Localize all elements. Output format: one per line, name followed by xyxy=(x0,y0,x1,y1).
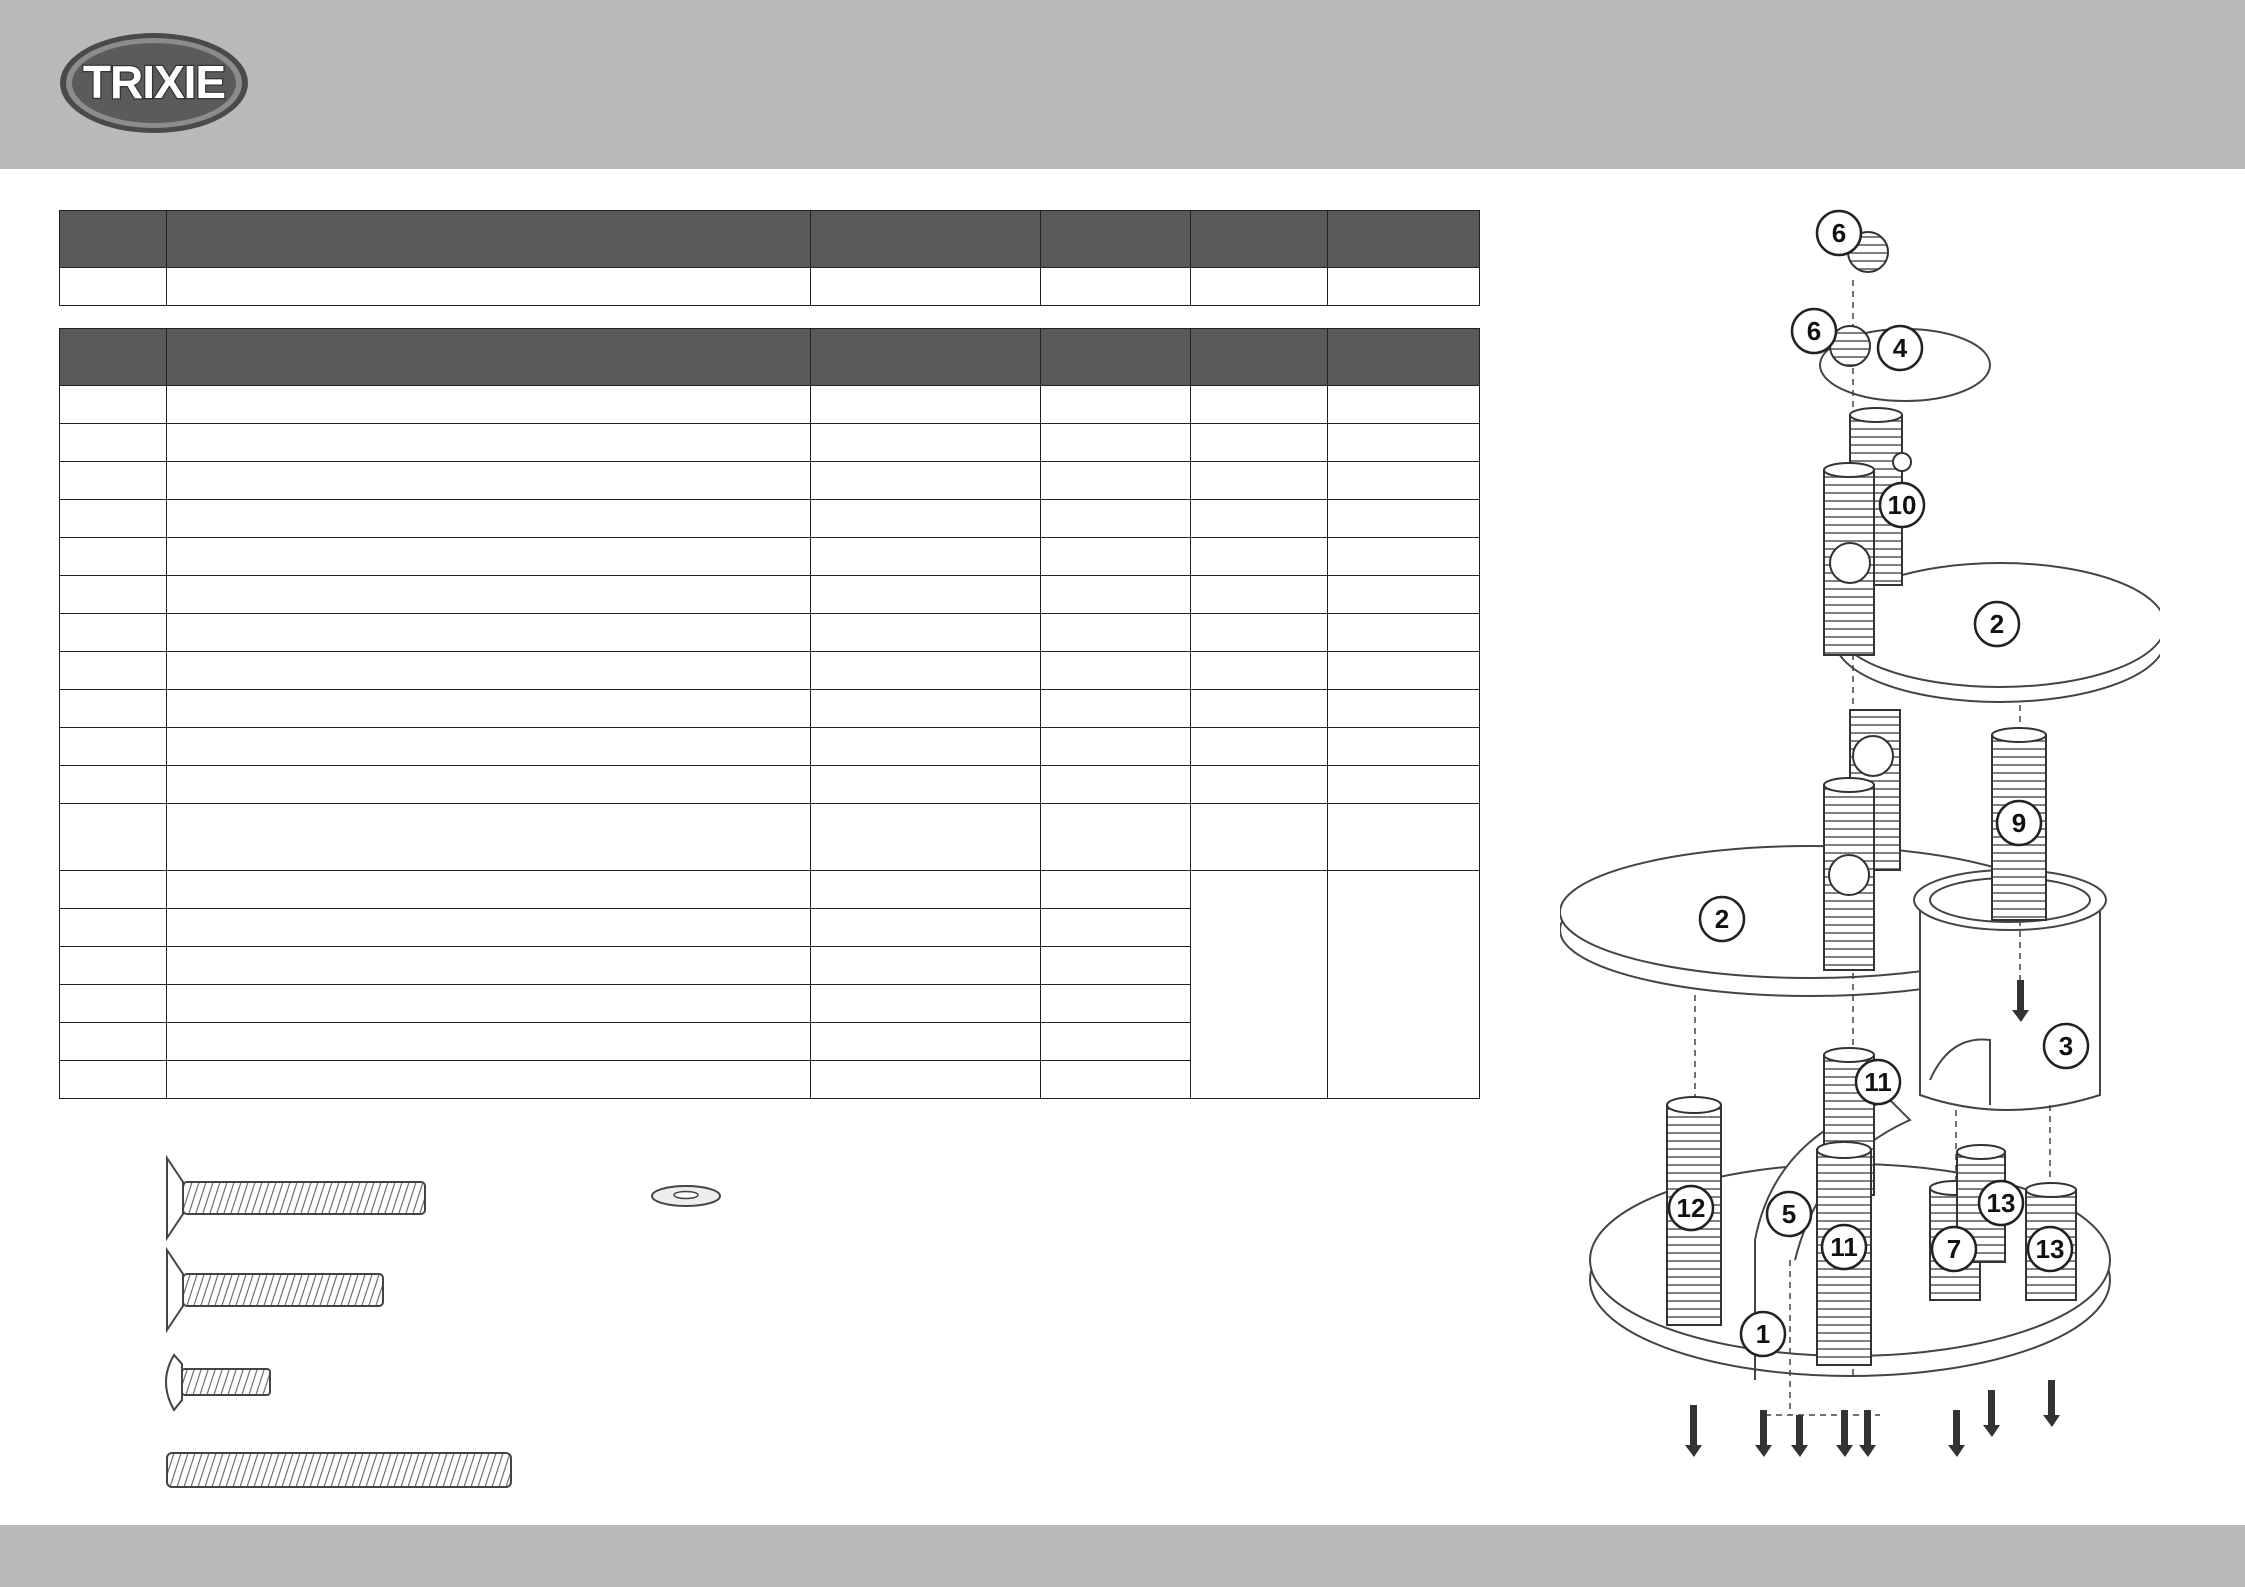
svg-text:1: 1 xyxy=(1755,1319,1771,1349)
table-row xyxy=(60,728,1480,766)
table-row xyxy=(60,268,1480,306)
svg-text:6: 6 xyxy=(1806,316,1822,346)
table-row xyxy=(60,576,1480,614)
summary-table xyxy=(59,210,1480,306)
trixie-logo xyxy=(56,30,252,136)
svg-text:3: 3 xyxy=(2058,1031,2074,1061)
svg-text:4: 4 xyxy=(1892,333,1908,363)
table-row xyxy=(60,538,1480,576)
countersunk-screw-medium-icon xyxy=(167,1250,383,1330)
svg-text:2: 2 xyxy=(1714,904,1730,934)
svg-text:6: 6 xyxy=(1831,218,1847,248)
table-row xyxy=(60,614,1480,652)
washer-icon xyxy=(652,1186,720,1206)
footer-bar xyxy=(0,1525,2245,1587)
assembly-diagram xyxy=(1560,200,2160,1470)
svg-text:11: 11 xyxy=(1830,1232,1858,1262)
header-bar xyxy=(0,0,2245,169)
svg-text:TRIXIE: TRIXIE xyxy=(82,56,226,108)
svg-text:5: 5 xyxy=(1781,1199,1797,1229)
table-row xyxy=(60,652,1480,690)
parts-table xyxy=(59,328,1480,1099)
svg-text:7: 7 xyxy=(1946,1234,1962,1264)
table-row xyxy=(60,386,1480,424)
round-head-screw-icon xyxy=(166,1355,270,1410)
svg-text:11: 11 xyxy=(1864,1067,1892,1097)
table-row xyxy=(60,804,1480,871)
hardware-illustrations xyxy=(150,1150,750,1500)
svg-text:2: 2 xyxy=(1989,609,2005,639)
countersunk-screw-long-icon xyxy=(167,1158,425,1238)
table-row xyxy=(60,500,1480,538)
table-row xyxy=(60,871,1480,909)
table-row xyxy=(60,690,1480,728)
threaded-rod-icon xyxy=(167,1453,511,1487)
svg-text:9: 9 xyxy=(2011,808,2027,838)
svg-text:13: 13 xyxy=(1986,1188,2016,1218)
svg-text:10: 10 xyxy=(1887,490,1917,520)
table-row xyxy=(60,462,1480,500)
svg-text:13: 13 xyxy=(2035,1234,2065,1264)
table-row xyxy=(60,424,1480,462)
svg-text:12: 12 xyxy=(1676,1193,1706,1223)
table-row xyxy=(60,766,1480,804)
